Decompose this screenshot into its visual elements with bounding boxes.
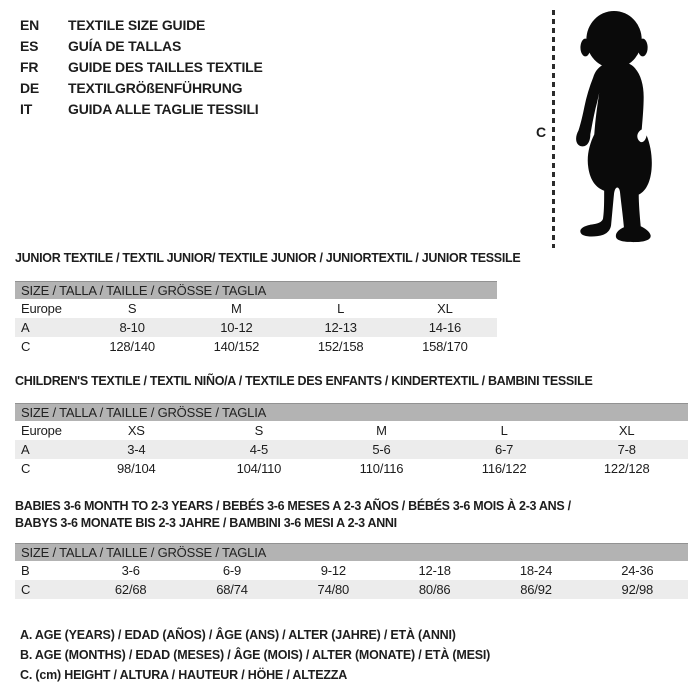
lang-row-es xyxy=(20,35,263,56)
language-title-block xyxy=(20,14,263,119)
table-row-height xyxy=(15,580,688,599)
months-cell: 3-6 xyxy=(121,563,140,578)
height-cell: 68/74 xyxy=(216,582,248,597)
row-label: C xyxy=(21,461,31,476)
row-label: C xyxy=(21,339,31,354)
babies-section-title-line1: BABIES 3-6 MONTH TO 2-3 YEARS / BEBÉS 3-6 MESES A 2-3 AÑOS / BÉBÉS 3-6 MOIS À 2-3 ANS / xyxy=(15,499,571,513)
size-cell: XL xyxy=(437,301,453,316)
lang-code: FR xyxy=(20,58,39,75)
size-cell: L xyxy=(337,301,345,316)
age-cell: 7-8 xyxy=(617,442,636,457)
row-label: C xyxy=(21,582,31,597)
children-section-title: CHILDREN'S TEXTILE / TEXTIL NIÑO/A / TEXTILE DES ENFANTS / KINDERTEXTIL / BAMBINI TESSILE xyxy=(15,374,593,388)
height-cell: 92/98 xyxy=(621,582,654,597)
height-cell: 152/158 xyxy=(317,339,364,354)
measure-c-label: C xyxy=(536,124,547,140)
lang-row-fr xyxy=(20,56,263,77)
babies-size-table xyxy=(15,543,688,599)
table-row-months xyxy=(15,561,688,580)
lang-code: IT xyxy=(20,100,33,117)
months-cell: 9-12 xyxy=(320,563,346,578)
size-cell: XS xyxy=(127,423,145,438)
lang-title: TEXTILE SIZE GUIDE xyxy=(68,16,206,33)
height-cell: 116/122 xyxy=(481,461,527,476)
height-cell: 74/80 xyxy=(317,582,350,597)
table-row-height xyxy=(15,459,688,478)
table-row-europe xyxy=(15,421,688,440)
footnote-a: A. AGE (YEARS) / EDAD (AÑOS) / ÂGE (ANS) / ALTER (JAHRE) / ETÀ (ANNI) xyxy=(20,628,456,642)
size-header-bar: SIZE / TALLA / TAILLE / GRÖSSE / TAGLIA xyxy=(15,543,688,561)
age-cell: 3-4 xyxy=(127,442,146,457)
toddler-silhouette-icon xyxy=(562,6,672,248)
size-cell: S xyxy=(254,423,264,438)
footnote-b: B. AGE (MONTHS) / EDAD (MESES) / ÂGE (MOIS) / ALTER (MONATE) / ETÀ (MESI) xyxy=(20,648,491,662)
months-cell: 24-36 xyxy=(621,563,654,578)
row-label: A xyxy=(21,442,30,457)
children-size-table xyxy=(15,403,688,478)
row-label: A xyxy=(21,320,30,335)
age-cell: 10-12 xyxy=(220,320,253,335)
size-header-bar: SIZE / TALLA / TAILLE / GRÖSSE / TAGLIA xyxy=(15,403,688,421)
lang-title: GUÍA DE TALLAS xyxy=(68,37,182,54)
size-cell: XL xyxy=(618,423,635,438)
height-cell: 86/92 xyxy=(520,582,552,597)
age-cell: 12-13 xyxy=(324,320,357,335)
lang-row-it xyxy=(20,98,263,119)
lang-title: GUIDE DES TAILLES TEXTILE xyxy=(68,58,263,75)
height-cell: 104/110 xyxy=(236,461,282,476)
height-cell: 110/116 xyxy=(359,461,404,476)
size-cell: M xyxy=(231,301,242,316)
size-cell: M xyxy=(376,423,387,438)
lang-row-de xyxy=(20,77,263,98)
months-cell: 12-18 xyxy=(418,563,451,578)
height-cell: 98/104 xyxy=(117,461,156,476)
height-cell: 158/170 xyxy=(422,339,468,354)
table-row-height xyxy=(15,337,497,356)
row-label: Europe xyxy=(21,301,62,316)
lang-code: ES xyxy=(20,37,39,54)
row-label: Europe xyxy=(21,423,62,438)
lang-title: GUIDA ALLE TAGLIE TESSILI xyxy=(68,100,259,117)
lang-title: TEXTILGRÖßENFÜHRUNG xyxy=(68,79,243,96)
height-cell: 80/86 xyxy=(418,582,451,597)
height-cell: 128/140 xyxy=(109,339,155,354)
lang-row-en xyxy=(20,14,263,35)
lang-code: DE xyxy=(20,79,40,96)
age-cell: 14-16 xyxy=(428,320,461,335)
height-measure-figure xyxy=(528,6,678,250)
size-header-bar: SIZE / TALLA / TAILLE / GRÖSSE / TAGLIA xyxy=(15,281,497,299)
legend-footnotes xyxy=(20,628,490,688)
months-cell: 18-24 xyxy=(519,563,553,578)
row-label: B xyxy=(21,563,30,578)
table-row-age xyxy=(15,440,688,459)
months-cell: 6-9 xyxy=(222,563,242,578)
lang-code: EN xyxy=(20,16,40,33)
table-row-europe xyxy=(15,299,497,318)
height-cell: 122/128 xyxy=(603,461,650,476)
age-cell: 5-6 xyxy=(372,442,391,457)
babies-section-title-line2: BABYS 3-6 MONATE BIS 2-3 JAHRE / BAMBINI 3-6 MESI A 2-3 ANNI xyxy=(15,516,397,530)
junior-section-title: JUNIOR TEXTILE / TEXTIL JUNIOR/ TEXTILE JUNIOR / JUNIORTEXTIL / JUNIOR TESSILE xyxy=(15,251,521,265)
table-row-age xyxy=(15,318,497,337)
age-cell: 8-10 xyxy=(119,320,145,335)
height-cell: 62/68 xyxy=(114,582,147,597)
height-dotted-line xyxy=(552,10,555,248)
age-cell: 4-5 xyxy=(249,442,268,457)
height-cell: 140/152 xyxy=(213,339,260,354)
age-cell: 6-7 xyxy=(494,442,514,457)
footnote-c: C. (cm) HEIGHT / ALTURA / HAUTEUR / HÖHE / ALTEZZA xyxy=(20,668,348,682)
size-cell: S xyxy=(127,301,137,316)
size-cell: L xyxy=(500,423,508,438)
junior-size-table xyxy=(15,281,497,356)
